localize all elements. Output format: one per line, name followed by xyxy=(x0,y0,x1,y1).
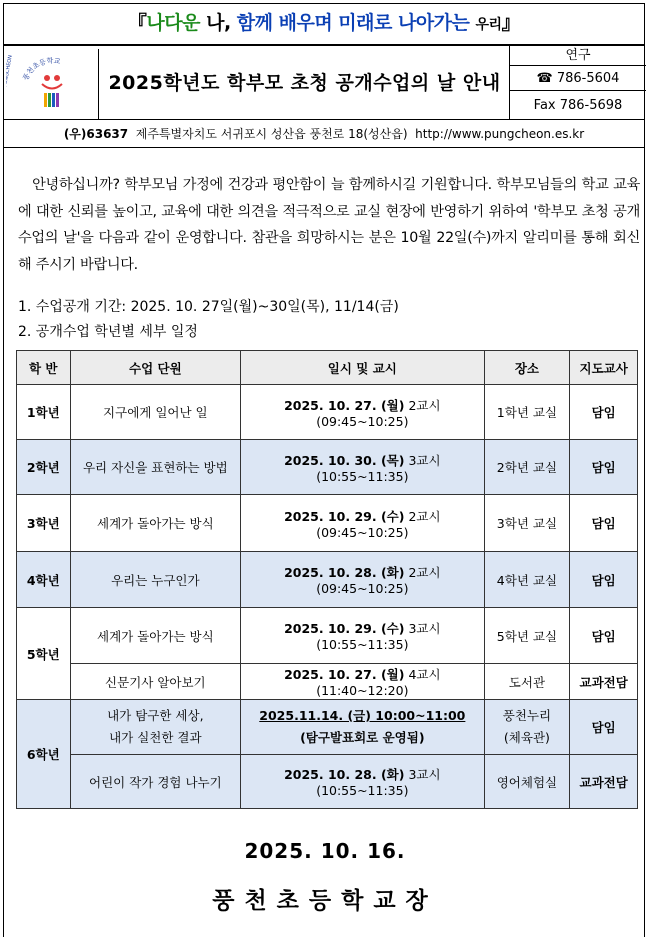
cell-place: 4학년 교실 xyxy=(484,552,570,608)
cell-unit: 내가 탐구한 세상, 내가 실천한 결과 xyxy=(70,700,241,755)
col-header-datetime: 일시 및 교시 xyxy=(241,351,484,385)
motto-part-4: 우리 xyxy=(475,17,502,33)
info-list xyxy=(18,295,399,345)
info-item-period: 1. 수업공개 기간: 2025. 10. 27일(월)~30일(목), 11/14(금) xyxy=(18,299,399,315)
cell-datetime: 2025. 10. 28. (화) 2교시(09:45~10:25) xyxy=(241,552,484,608)
table-row xyxy=(17,700,638,755)
school-motto xyxy=(4,4,644,42)
cell-grade: 3학년 xyxy=(17,495,71,552)
cell-unit: 세계가 돌아가는 방식 xyxy=(70,495,241,552)
cell-datetime: 2025.11.14. (금) 10:00~11:00 (탐구발표회로 운영됨) xyxy=(241,700,484,755)
contact-label: 연구 xyxy=(510,46,646,66)
cell-unit: 우리는 누구인가 xyxy=(70,552,241,608)
motto-open-bracket: 『 xyxy=(127,12,147,34)
table-row xyxy=(17,608,638,664)
school-address xyxy=(4,120,644,148)
cell-place: 2학년 교실 xyxy=(484,440,570,495)
cell-teacher: 담임 xyxy=(570,495,638,552)
motto-close-bracket: 』 xyxy=(501,12,521,34)
cell-datetime: 2025. 10. 30. (목) 3교시(10:55~11:35) xyxy=(241,440,484,495)
cell-datetime: 2025. 10. 27. (월) 2교시(09:45~10:25) xyxy=(241,385,484,440)
document-page xyxy=(3,3,645,937)
postal-code: (우)63637 xyxy=(63,127,129,141)
table-row xyxy=(17,385,638,440)
table-row xyxy=(17,552,638,608)
cell-teacher: 교과전담 xyxy=(570,664,638,700)
table-header-row xyxy=(17,351,638,385)
cell-place: 영어체험실 xyxy=(484,755,570,809)
street-address: 제주특별자치도 서귀포시 성산읍 풍천로 18(성산읍) xyxy=(135,127,408,141)
contact-box xyxy=(510,46,646,120)
cell-unit: 지구에게 일어난 일 xyxy=(70,385,241,440)
cell-teacher: 담임 xyxy=(570,700,638,755)
cell-place: 풍천누리 (체육관) xyxy=(484,700,570,755)
table-row xyxy=(17,755,638,809)
document-title: 2025학년도 학부모 초청 공개수업의 날 안내 xyxy=(100,46,510,120)
schedule-table xyxy=(16,350,638,809)
cell-grade: 2학년 xyxy=(17,440,71,495)
cell-datetime: 2025. 10. 29. (수) 3교시(10:55~11:35) xyxy=(241,608,484,664)
cell-datetime: 2025. 10. 29. (수) 2교시(09:45~10:25) xyxy=(241,495,484,552)
cell-grade: 4학년 xyxy=(17,552,71,608)
cell-place: 5학년 교실 xyxy=(484,608,570,664)
cell-grade: 6학년 xyxy=(17,700,71,809)
cell-place: 도서관 xyxy=(484,664,570,700)
motto-part-2: 나, xyxy=(206,12,231,34)
website-url[interactable]: http://www.pungcheon.es.kr xyxy=(415,127,585,141)
svg-text:풍천초등학교: 풍천초등학교 xyxy=(21,56,62,82)
motto-part-3: 함께 배우며 미래로 나아가는 xyxy=(236,12,470,34)
cell-unit: 신문기사 알아보기 xyxy=(70,664,241,700)
cell-datetime: 2025. 10. 28. (화) 3교시(10:55~11:35) xyxy=(241,755,484,809)
cell-place: 3학년 교실 xyxy=(484,495,570,552)
cell-datetime: 2025. 10. 27. (월) 4교시(11:40~12:20) xyxy=(241,664,484,700)
cell-teacher: 교과전담 xyxy=(570,755,638,809)
col-header-class: 학 반 xyxy=(17,351,71,385)
intro-text: 안녕하십니까? 학부모님 가정에 건강과 평안함이 늘 함께하시길 기원합니다. 학부모님들의 학교 교육에 대한 신뢰를 높이고, 교육에 대한 의견을 적극적으로 교실 현장에 반영하기 위하여 '학부모 초청 공개수업의 날'을 다음과 같이 운영합니다. 참관을 희망하시는 분은 10월 22일(수)까지 알리미를 통해 회신해 주시기 바랍니다. xyxy=(18,177,640,273)
intro-paragraph xyxy=(18,172,640,278)
motto-part-1: 나다운 xyxy=(146,12,200,34)
contact-fax: Fax 786-5698 xyxy=(533,98,623,113)
svg-text:PUNGCHEON: PUNGCHEON xyxy=(6,54,14,88)
school-logo xyxy=(6,49,99,119)
cell-unit: 어린이 작가 경험 나누기 xyxy=(70,755,241,809)
contact-phone: ☎ 786-5604 xyxy=(510,66,646,91)
table-row xyxy=(17,664,638,700)
cell-place: 1학년 교실 xyxy=(484,385,570,440)
cell-teacher: 담임 xyxy=(570,385,638,440)
letterhead xyxy=(4,44,644,120)
cell-teacher: 담임 xyxy=(570,608,638,664)
col-header-teacher: 지도교사 xyxy=(570,351,638,385)
table-row xyxy=(17,440,638,495)
principal-signature: 풍천초등학교장 xyxy=(212,887,438,914)
cell-unit: 세계가 돌아가는 방식 xyxy=(70,608,241,664)
table-row xyxy=(17,495,638,552)
cell-unit: 우리 자신을 표현하는 방법 xyxy=(70,440,241,495)
cell-grade: 1학년 xyxy=(17,385,71,440)
cell-teacher: 담임 xyxy=(570,552,638,608)
col-header-place: 장소 xyxy=(484,351,570,385)
cell-grade: 5학년 xyxy=(17,608,71,700)
info-item-schedule: 2. 공개수업 학년별 세부 일정 xyxy=(18,324,198,340)
issue-date: 2025. 10. 16. xyxy=(244,839,406,863)
col-header-unit: 수업 단원 xyxy=(70,351,241,385)
cell-teacher: 담임 xyxy=(570,440,638,495)
